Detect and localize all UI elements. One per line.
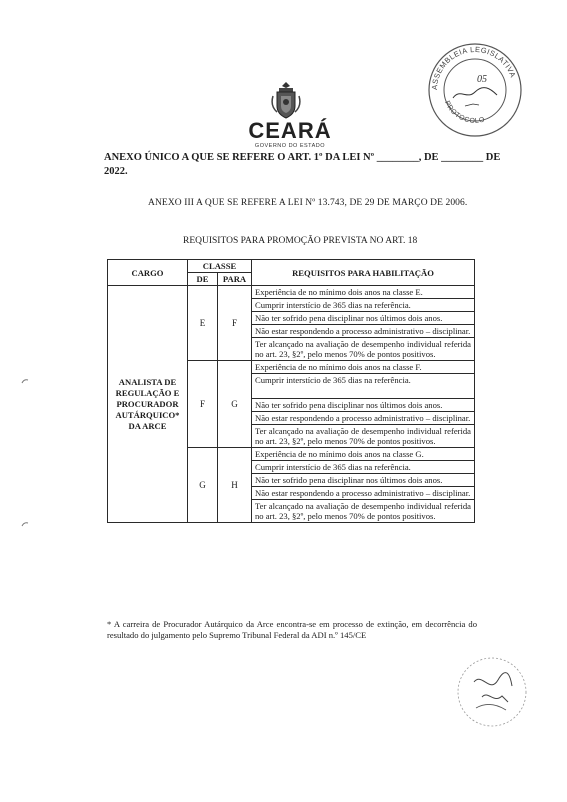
requirement-text: Cumprir interstício de 365 dias na referência. <box>252 461 475 474</box>
requirement-text: Não ter sofrido pena disciplinar nos últimos dois anos. <box>252 312 475 325</box>
requirement-text: Experiência de no mínimo dois anos na classe E. <box>252 286 475 299</box>
header-de: DE <box>188 273 218 286</box>
header-para: PARA <box>218 273 252 286</box>
margin-mark <box>21 378 29 384</box>
requirement-text: Ter alcançado na avaliação de desempenho individual referida no art. 23, §2º, pelo menos 70% de pontos positivos. <box>252 338 475 361</box>
annex-title: ANEXO ÚNICO A QUE SE REFERE O ART. 1º DA LEI Nº ________, DE ________ DE 2022. <box>104 152 501 177</box>
class-to: F <box>218 286 252 361</box>
cargo-name: ANALISTA DE REGULAÇÃO E PROCURADOR AUTÁRQUICO* DA ARCE <box>108 286 188 523</box>
header-classe: CLASSE <box>188 260 252 273</box>
class-from: F <box>188 361 218 448</box>
footnote: * A carreira de Procurador Autárquico da Arce encontra-se em processo de extinção, em decorrência do resultado do julgamento pelo Supremo Tribunal Federal da ADI n.º 145/CE <box>107 619 477 640</box>
requirements-title: REQUISITOS PARA PROMOÇÃO PREVISTA NO ART. 18 <box>183 236 418 246</box>
requirement-text: Cumprir interstício de 365 dias na referência. <box>252 299 475 312</box>
header-requisitos: REQUISITOS PARA HABILITAÇÃO <box>252 260 475 286</box>
coat-of-arms-icon <box>270 80 302 120</box>
requirement-text: Cumprir interstício de 365 dias na referência. <box>252 374 475 399</box>
signature-icon <box>452 652 532 732</box>
requirement-text: Ter alcançado na avaliação de desempenho individual referida no art. 23, §2º, pelo menos 70% de pontos positivos. <box>252 500 475 523</box>
requirement-text: Ter alcançado na avaliação de desempenho individual referida no art. 23, §2º, pelo menos 70% de pontos positivos. <box>252 425 475 448</box>
requirements-table <box>107 259 475 523</box>
state-logo-text: CEARÁ <box>248 118 332 143</box>
class-from: G <box>188 448 218 523</box>
table-row <box>108 286 475 299</box>
requirement-text: Experiência de no mínimo dois anos na classe F. <box>252 361 475 374</box>
requirement-text: Não ter sofrido pena disciplinar nos últimos dois anos. <box>252 474 475 487</box>
protocol-stamp <box>425 40 525 140</box>
requirement-text: Não estar respondendo a processo administrativo – disciplinar. <box>252 325 475 338</box>
requirement-text: Não estar respondendo a processo administrativo – disciplinar. <box>252 412 475 425</box>
annex-law-reference: ANEXO III A QUE SE REFERE A LEI Nº 13.743, DE 29 DE MARÇO DE 2006. <box>148 198 468 208</box>
header-cargo: CARGO <box>108 260 188 286</box>
state-logo-subtext: GOVERNO DO ESTADO <box>254 143 326 149</box>
svg-text:ASSEMBLEIA LEGISLATIVA: ASSEMBLEIA LEGISLATIVA <box>429 44 518 91</box>
margin-mark <box>21 521 29 527</box>
class-to: G <box>218 361 252 448</box>
svg-text:PROTOCOLO: PROTOCOLO <box>443 99 486 125</box>
requirement-text: Experiência de no mínimo dois anos na classe G. <box>252 448 475 461</box>
requirement-text: Não estar respondendo a processo administrativo – disciplinar. <box>252 487 475 500</box>
table-header-row <box>108 260 475 273</box>
class-to: H <box>218 448 252 523</box>
class-from: E <box>188 286 218 361</box>
requirement-text: Não ter sofrido pena disciplinar nos últimos dois anos. <box>252 399 475 412</box>
svg-text:05: 05 <box>477 74 487 85</box>
